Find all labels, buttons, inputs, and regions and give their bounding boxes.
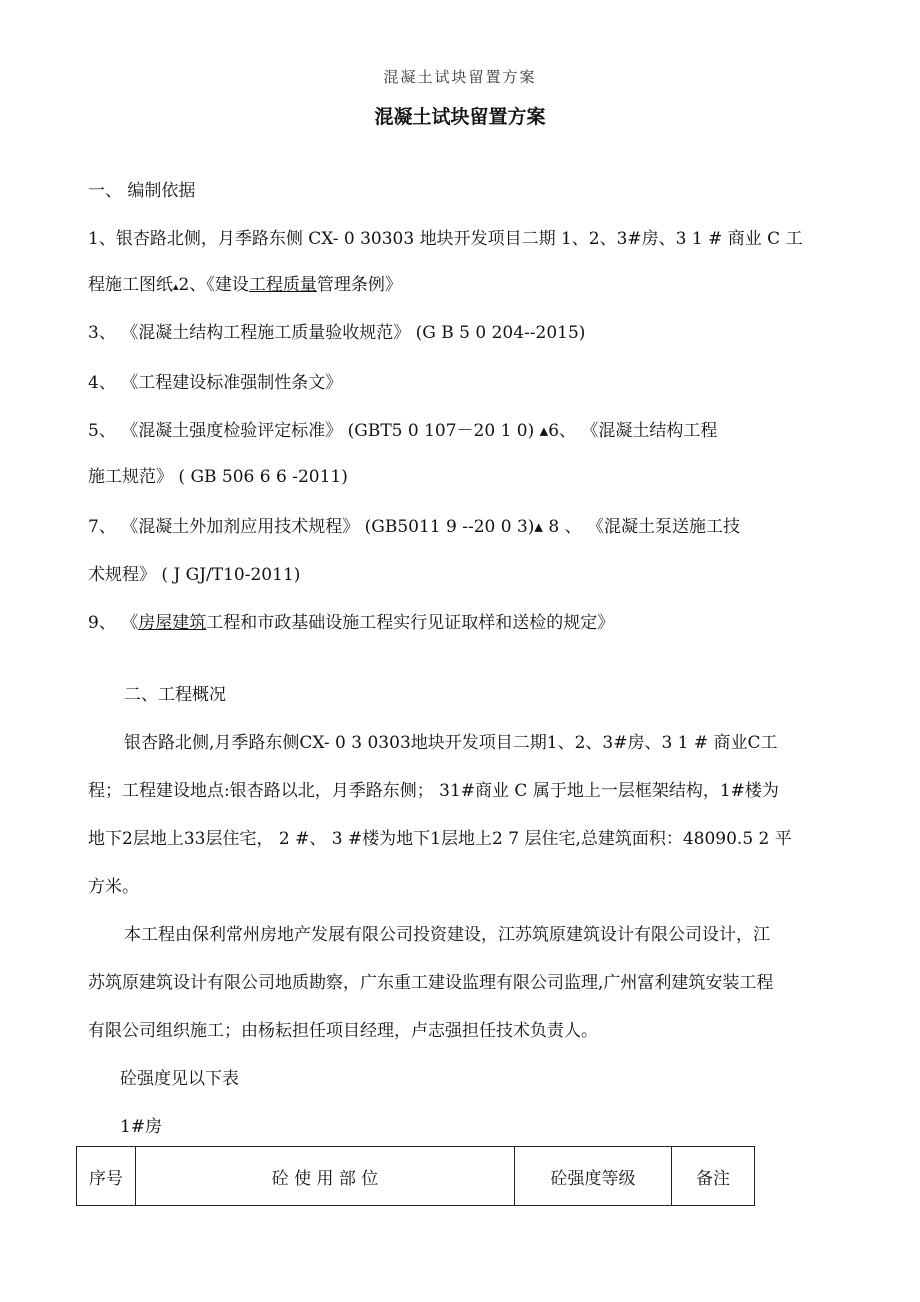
col-header-no: 序号: [77, 1147, 136, 1206]
basis-item-7: 7、 《混凝土外加剂应用技术规程》 (GB5011 9 --20 0 3)▴ 8 、 《混凝土泵送施工技: [88, 517, 740, 537]
document-title: 混凝土试块留置方案: [374, 106, 546, 128]
overview-paragraph-line: 银杏路北侧,月季路东侧CX- 0 3 0303地块开发项目二期1、2、3#房、3 1 # 商业C工: [124, 733, 778, 753]
parties-paragraph-line: 苏筑原建筑设计有限公司地质勘察，广东重工建设监理有限公司监理,广州富利建筑安装工程: [88, 973, 774, 993]
section-heading-basis: 一、 编制依据: [88, 181, 196, 201]
col-header-grade: 砼强度等级: [515, 1147, 672, 1206]
basis-text: 管理条例》: [316, 275, 402, 295]
table-header-row: [77, 1147, 755, 1206]
page-header: 混凝土试块留置方案: [383, 68, 537, 86]
building-label: 1#房: [120, 1117, 163, 1137]
basis-text: 程施工图纸: [88, 275, 173, 295]
basis-item-1: 1、银杏路北侧，月季路东侧 CX- 0 30303 地块开发项目二期 1、2、3#房、3 1 # 商业 C 工: [88, 229, 803, 249]
basis-text: 工程和市政基础设施工程实行见证取样和送检的规定》: [206, 613, 615, 633]
table-intro: 砼强度见以下表: [120, 1069, 239, 1089]
basis-text: 9、 《: [88, 613, 139, 633]
basis-text: 2、《建设: [178, 275, 249, 295]
overview-paragraph-line: 方米。: [88, 877, 139, 897]
overview-paragraph-line: 程；工程建设地点:银杏路以北，月季路东侧； 31#商业 C 属于地上一层框架结构，1#楼为: [88, 781, 779, 801]
basis-item-1-cont: [88, 270, 402, 295]
parties-paragraph-line: 本工程由保利常州房地产发展有限公司投资建设，江苏筑原建筑设计有限公司设计，江: [124, 925, 770, 945]
concrete-strength-table: [76, 1146, 755, 1206]
basis-item-3: 3、 《混凝土结构工程施工质量验收规范》 (G B 5 0 204--2015): [88, 323, 586, 343]
bullet-mark: ▴: [173, 280, 179, 293]
underlined-term: 房屋建筑: [138, 613, 207, 633]
section-heading-overview: 二、工程概况: [124, 685, 226, 705]
basis-item-8-cont: 术规程》 ( J GJ/T10-2011): [88, 565, 301, 585]
basis-item-4: 4、 《工程建设标准强制性条文》: [88, 373, 343, 393]
parties-paragraph-line: 有限公司组织施工；由杨耘担任项目经理，卢志强担任技术负责人。: [88, 1021, 598, 1041]
col-header-part: 砼 使 用 部 位: [136, 1147, 515, 1206]
underlined-term: 工程质量: [248, 275, 317, 295]
basis-item-6-cont: 施工规范》 ( GB 506 6 6 -2011): [88, 467, 348, 487]
overview-paragraph-line: 地下2层地上33层住宅， 2 #、 3 #楼为地下1层地上2 7 层住宅,总建筑面积：48090.5 2 平: [88, 829, 792, 849]
basis-item-5: 5、 《混凝土强度检验评定标准》 (GBT5 0 107－20 1 0) ▴6、 《混凝土结构工程: [88, 421, 718, 441]
col-header-note: 备注: [672, 1147, 755, 1206]
basis-item-9: [88, 608, 614, 633]
